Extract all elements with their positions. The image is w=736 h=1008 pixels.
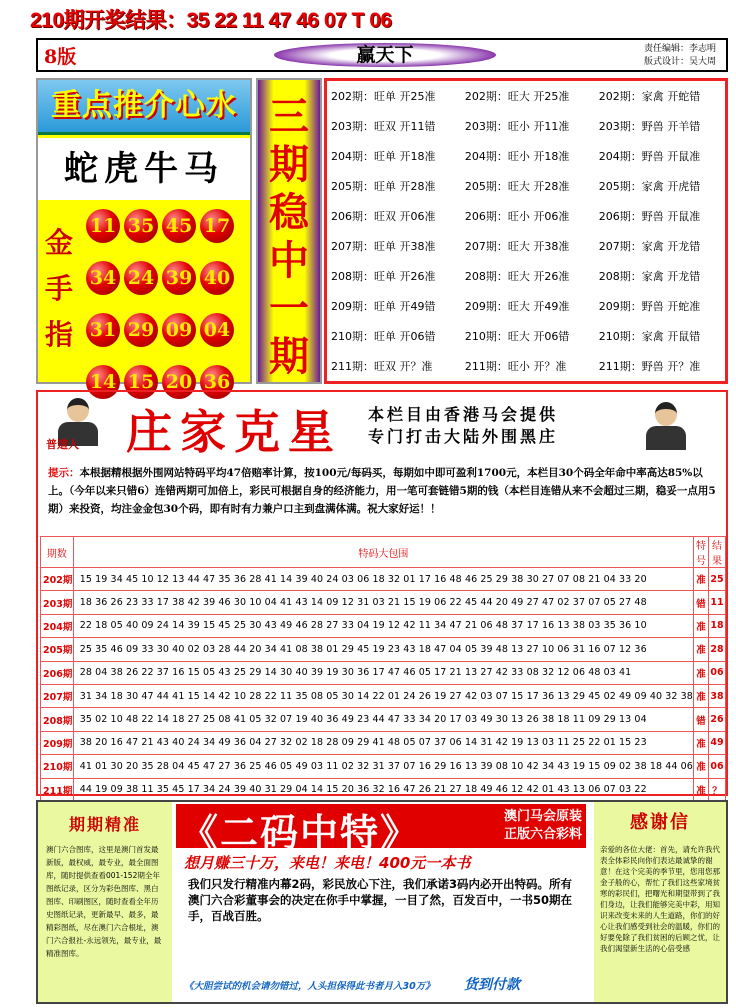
table-row [41, 638, 726, 661]
history-cell: 211期：旺小 开？准 [464, 360, 567, 373]
table-row [41, 568, 726, 591]
history-cell: 206期：旺小 开06准 [464, 210, 570, 223]
side-vertical-text [44, 220, 74, 358]
mark-cell: 错 [693, 591, 708, 614]
number-ball: 39 [162, 261, 196, 295]
history-row [327, 291, 725, 321]
number-ball: 29 [124, 313, 158, 347]
side-char: 金 [44, 226, 73, 259]
history-cell: 202期：家禽 开蛇错 [598, 90, 701, 103]
table-row [41, 731, 726, 754]
period-cell: 211期 [41, 778, 74, 801]
result-cell: 25 [708, 568, 725, 591]
history-cell: 209期：野兽 开蛇准 [598, 300, 701, 313]
number-ball: 45 [162, 209, 196, 243]
two-code-banner [176, 804, 586, 855]
col-header: 期数 [41, 537, 74, 568]
page-header [36, 38, 728, 72]
side-char: 手 [44, 272, 73, 305]
thanks-text: 亲爱的各位大佬：首先，请允许我代表全体彩民向你们表达最诚挚的谢意！在这个完美的季节里，您用您那金子般的心，帮忙了我们这些家境贫寒的彩民们，把曙光和期望带到了我们身边，让我们能够完美中彩，用知识来改变未来的人生道路，你们的好心让我们感受到社会的温暖，你们的好要免除了我们贫困的后顾之忧，让我们渴望新生活的心倍受感 [600, 845, 720, 953]
history-row [327, 231, 725, 261]
history-cell: 211期：旺双 开？准 [331, 360, 433, 373]
number-balls [84, 206, 248, 414]
history-row [327, 81, 725, 111]
accuracy-text: 澳门六合图库，这里是澳门首发最新版，最权威，最专业，最全面图库，随时提供查看001-152期全年图纸记录，区分为彩色图库、黑白图库、印刷图区，随时查看全年历史图纸记录，更新最早、最多，最精彩图纸，尽在澳门六合根址，澳门六合报社-永远领先，最专业，最精准图库。 [46, 845, 162, 958]
table-row [41, 661, 726, 684]
history-cell: 208期：家禽 开龙错 [598, 270, 701, 283]
credits [644, 43, 716, 69]
number-ball: 04 [200, 313, 234, 347]
result-cell: 06 [708, 661, 725, 684]
history-cell: 203期：旺双 开11错 [331, 120, 436, 133]
history-cell: 204期：旺小 开18准 [464, 150, 570, 163]
history-table [327, 81, 725, 381]
ball-row [84, 258, 248, 310]
draw-result: 210期开奖结果：35 22 11 47 46 07 T 06 [30, 9, 392, 32]
history-cell: 203期：野兽 开羊错 [598, 120, 701, 133]
numbers-cell: 25 35 46 09 33 30 40 02 03 28 44 20 34 41 08 38 01 29 45 19 23 43 18 47 04 05 39 48 13 27 10 06 31 16 07 12 36 [73, 638, 693, 661]
vertical-slogan [256, 78, 322, 384]
history-cell: 206期：旺双 开06准 [331, 210, 436, 223]
recommend-title: 重点推介心水 [51, 88, 237, 123]
two-code-title: 《二码中特》 [180, 810, 421, 855]
col-header: 特码大包围 [73, 537, 693, 568]
result-cell: 28 [708, 638, 725, 661]
history-row [327, 141, 725, 171]
period-cell: 208期 [41, 708, 74, 731]
history-row [327, 201, 725, 231]
history-row [327, 321, 725, 351]
number-ball: 15 [124, 365, 158, 399]
history-cell: 202期：旺单 开25准 [331, 90, 436, 103]
period-cell: 209期 [41, 731, 74, 754]
history-cell: 204期：旺单 开18准 [331, 150, 436, 163]
ball-row [84, 310, 248, 362]
period-cell: 203期 [41, 591, 74, 614]
number-ball: 17 [200, 209, 234, 243]
masthead-title: 赢天下 [356, 44, 414, 66]
history-cell: 202期：旺大 开25准 [464, 90, 570, 103]
mark-cell: 错 [693, 708, 708, 731]
guarantee-text: 《大胆尝试的机会请勿错过，人头担保得此书者月入30万》 [184, 981, 435, 992]
tip-label: 提示： [48, 467, 80, 479]
section-slogan [368, 404, 558, 448]
history-cell: 210期：旺大 开06错 [464, 330, 570, 343]
history-row [327, 351, 725, 381]
number-ball: 35 [124, 209, 158, 243]
number-ball: 24 [124, 261, 158, 295]
period-cell: 210期 [41, 755, 74, 778]
numbers-cell: 38 20 16 47 21 43 40 24 34 49 36 04 27 32 02 18 28 09 29 41 48 05 07 37 06 14 31 42 19 13 03 11 25 22 01 15 23 [73, 731, 693, 754]
tip-text: 本根据精根据外围网站特码平均47倍赔率计算，按100元/每码买，每期如中即可盈利1700元，本栏目30个码全年命中率高达85%以上。（今年以来只错6）连错两期可加倍上，彩民可根据自身的经济能力，用一笔可套链错5期的钱（本栏目连错从来不会超过三期，稳妥一点用5期）来投资，均注金金包30个码，即有时有力兼户口主到盘满体满。祝大家好运！！ [48, 467, 716, 515]
table-row [41, 778, 726, 801]
author-tag: 普道人 [46, 438, 79, 451]
sub-line: 澳门马会原装 [503, 809, 582, 824]
history-cell: 208期：旺大 开26准 [464, 270, 570, 283]
table-row [41, 591, 726, 614]
result-cell: 11 [708, 591, 725, 614]
mark-cell: 准 [693, 638, 708, 661]
history-panel [324, 78, 728, 384]
history-cell: 205期：旺单 开28准 [331, 180, 436, 193]
number-ball: 36 [200, 365, 234, 399]
mark-cell: 准 [693, 731, 708, 754]
avatar [646, 402, 686, 452]
edition-label: 8版 [44, 46, 77, 68]
slogan-char: 中 [269, 237, 309, 284]
two-code-column [174, 802, 592, 1002]
mark-cell: 准 [693, 755, 708, 778]
history-cell: 210期：家禽 开鼠错 [598, 330, 701, 343]
slogan-char: 一 [269, 285, 309, 332]
number-ball: 14 [86, 365, 120, 399]
col-header: 结果 [708, 537, 725, 568]
zodiac-picks: 蛇虎牛马 [38, 138, 250, 200]
side-char: 指 [44, 318, 73, 351]
mark-cell: 准 [693, 614, 708, 637]
two-code-sub [504, 808, 582, 844]
slogan-line: 本栏目由香港马会提供 [368, 405, 559, 424]
designer-credit: 版式设计：吴大周 [643, 57, 716, 67]
history-cell: 207期：家禽 开龙错 [598, 240, 701, 253]
period-cell: 202期 [41, 568, 74, 591]
history-cell: 211期：野兽 开？准 [598, 360, 701, 373]
numbers-cell: 15 19 34 45 10 12 13 44 47 35 36 28 41 14 39 40 24 03 06 18 32 01 17 16 48 46 25 29 38 30 27 07 08 21 04 33 20 [73, 568, 693, 591]
history-row [327, 111, 725, 141]
cod-label: 货到付款 [464, 977, 520, 993]
section-title: 庄家克星 [126, 405, 342, 459]
accuracy-column [38, 802, 172, 1002]
recommend-banner [38, 80, 250, 135]
thanks-title: 感谢信 [630, 812, 690, 833]
result-cell: 18 [708, 614, 725, 637]
history-row [327, 171, 725, 201]
numbers-cell: 41 01 30 20 35 28 04 45 47 27 36 25 46 05 49 03 11 02 32 31 37 07 16 29 16 13 39 08 10 42 34 43 19 15 09 02 38 18 44 06 [73, 755, 693, 778]
result-cell: 38 [708, 684, 725, 707]
table-row [41, 755, 726, 778]
editor-credit: 责任编辑：李志明 [643, 44, 716, 54]
history-cell: 210期：旺单 开06错 [331, 330, 436, 343]
slogan-char: 期 [269, 141, 309, 188]
numbers-cell: 35 02 10 48 22 14 18 27 25 08 41 05 32 07 19 40 36 49 23 44 47 33 34 20 17 03 49 30 13 26 38 18 11 09 29 13 04 [73, 708, 693, 731]
result-cell: ？ [708, 778, 725, 801]
numbers-cell: 22 18 05 40 09 24 14 39 15 45 25 30 43 49 46 28 27 33 04 19 12 42 11 34 47 21 06 48 37 17 16 13 38 03 35 36 10 [73, 614, 693, 637]
ball-row [84, 206, 248, 258]
history-cell: 209期：旺大 开49准 [464, 300, 570, 313]
period-cell: 206期 [41, 661, 74, 684]
number-ball: 11 [86, 209, 120, 243]
result-cell: 26 [708, 708, 725, 731]
range-table [40, 536, 726, 802]
slogan-char: 期 [269, 333, 309, 380]
banker-killer-section [36, 390, 728, 796]
slogan-line: 专门打击大陆外围黑庄 [368, 427, 559, 446]
thanks-column [594, 802, 726, 1002]
history-cell: 205期：家禽 开虎错 [598, 180, 701, 193]
earn-slogan: 想月赚三十万，来电！来电！400元一本书 [184, 854, 471, 872]
mark-cell: 准 [693, 568, 708, 591]
history-cell: 209期：旺单 开49错 [331, 300, 436, 313]
bottom-section [36, 800, 728, 1004]
number-ball: 34 [86, 261, 120, 295]
history-cell: 206期：野兽 开鼠准 [598, 210, 701, 223]
promise-text: 我们只发行精准内幕2码，彩民放心下注，我们承诺3码内必开出特码。所有澳门六合彩董事会的决定在你手中掌握，一目了然，百发百中，一书50期在手，百战百胜。 [188, 877, 572, 923]
history-cell: 205期：旺大 开28准 [464, 180, 570, 193]
number-ball: 40 [200, 261, 234, 295]
accuracy-title: 期期精准 [68, 815, 141, 834]
col-header: 特号 [693, 537, 708, 568]
period-cell: 205期 [41, 638, 74, 661]
history-cell: 204期：野兽 开鼠准 [598, 150, 701, 163]
number-ball: 09 [162, 313, 196, 347]
result-cell: 06 [708, 755, 725, 778]
slogan-char: 稳 [269, 189, 309, 236]
recommend-panel [36, 78, 252, 393]
numbers-cell: 28 04 38 26 22 37 16 15 05 43 25 29 14 30 40 39 19 30 36 17 47 46 05 17 21 13 27 42 33 08 32 12 06 48 03 41 [73, 661, 693, 684]
period-cell: 207期 [41, 684, 74, 707]
sub-line: 正版六合彩料 [503, 827, 582, 842]
slogan-char: 三 [269, 93, 309, 140]
history-cell: 207期：旺大 开38准 [464, 240, 570, 253]
top-result-bar [30, 4, 720, 34]
table-row [41, 684, 726, 707]
mark-cell: 准 [693, 778, 708, 801]
history-cell: 207期：旺单 开38准 [331, 240, 436, 253]
history-row [327, 261, 725, 291]
numbers-cell: 31 34 18 30 47 44 41 15 14 42 10 28 22 11 35 08 05 30 14 22 01 24 26 19 27 42 03 07 15 17 36 13 29 45 02 49 09 40 32 38 [73, 684, 693, 707]
mark-cell: 准 [693, 661, 708, 684]
table-row [41, 708, 726, 731]
history-cell: 208期：旺单 开26准 [331, 270, 436, 283]
numbers-cell: 44 19 09 38 11 35 45 17 34 24 39 40 31 29 04 14 15 20 36 32 16 47 26 21 27 18 49 46 12 42 01 43 13 06 07 03 22 [73, 778, 693, 801]
table-row [41, 614, 726, 637]
result-cell: 49 [708, 731, 725, 754]
number-ball: 31 [86, 313, 120, 347]
period-cell: 204期 [41, 614, 74, 637]
number-ball: 20 [162, 365, 196, 399]
numbers-cell: 18 36 26 23 33 17 38 42 39 46 30 10 04 41 43 14 09 12 31 03 21 15 19 06 22 45 44 20 49 27 47 02 37 07 05 27 48 [73, 591, 693, 614]
mark-cell: 准 [693, 684, 708, 707]
history-cell: 203期：旺小 开11准 [464, 120, 570, 133]
masthead-ellipse [274, 43, 496, 67]
tip-paragraph [48, 464, 720, 518]
